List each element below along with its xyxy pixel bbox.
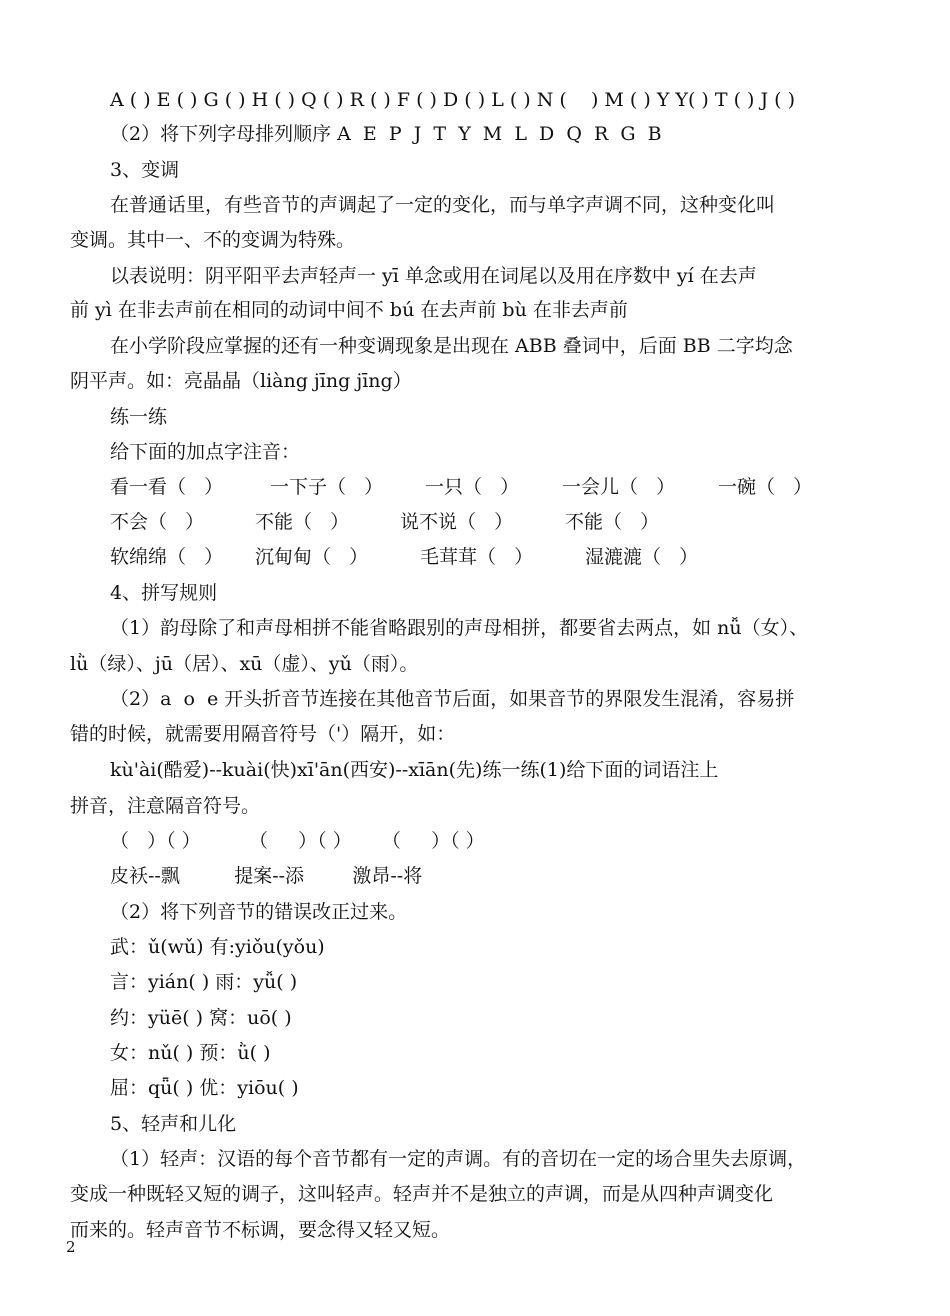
exercise-item: 不能（ ）: [255, 511, 350, 533]
correction-item: 武：ǔ(wǔ) 有:yiǒu(yǒu): [110, 936, 325, 958]
exercise-item: 一碗（ ）: [718, 476, 813, 498]
paragraph-line: （1）轻声：汉语的每个音节都有一定的声调。有的音切在一定的场合里失去原调，: [110, 1148, 807, 1170]
practice-heading: 练一练: [110, 406, 168, 428]
paragraph-line: 阴平声。如：亮晶晶（liàng jīng jīng）: [70, 370, 412, 392]
exercise-item: 一只（ ）: [425, 476, 520, 498]
paragraph-line: （2）a o e 开头折音节连接在其他音节后面，如果音节的界限发生混淆，容易拼: [110, 688, 795, 710]
letter-exercise-line: A ( ) E ( ) G ( ) H ( ) Q ( ) R ( ) F ( ) D ( ) L ( ) N ( ) M ( ) Y Y( ) T ( ) J ( ): [110, 89, 796, 111]
correction-item: 约：yüē( ) 窝：uō( ): [110, 1007, 292, 1029]
exercise-item: 软绵绵（ ）: [110, 546, 224, 568]
exercise-item: 毛茸茸（ ）: [420, 546, 534, 568]
paragraph-line: 以表说明：阴平阳平去声轻声一 yī 单念或用在词尾以及用在序数中 yí 在去声: [110, 265, 757, 287]
section-heading-qingsheng: 5、轻声和儿化: [110, 1113, 237, 1135]
paragraph-line: 而来的。轻声音节不标调，要念得又轻又短。: [70, 1219, 451, 1241]
exercise-item: 沉甸甸（ ）: [255, 546, 369, 568]
exercise-item: 一下子（ ）: [270, 476, 384, 498]
paragraph-line: 错的时候，就需要用隔音符号（'）隔开，如：: [70, 723, 456, 745]
paragraph-line: lǜ（绿）、jū（居）、xū（虚）、yǔ（雨）。: [70, 653, 419, 675]
paragraph-line: 在普通话里，有些音节的声调起了一定的变化，而与单字声调不同，这种变化叫: [110, 194, 776, 216]
paragraph-line: 变调。其中一、不的变调为特殊。: [70, 229, 356, 251]
correction-item: 言：yián( ) 雨：yǚ( ): [110, 971, 298, 993]
paragraph-line: kù'ài(酷爱)--kuài(快)xī'ān(西安)--xīān(先)练一练(1)给下面的词语注上: [110, 759, 719, 781]
correction-item: 女：nǔ( ) 预：ǜ( ): [110, 1042, 271, 1064]
paragraph-line: （1）韵母除了和声母相拼不能省略跟别的声母相拼，都要省去两点，如 nǚ（女）、: [110, 617, 809, 639]
exercise-item: 说不说（ ）: [400, 511, 514, 533]
section-heading-pinxie: 4、拼写规则: [110, 582, 218, 604]
blank-parentheses-line: （ ）（ ） （ ）（ ） （ ）（ ）: [110, 830, 485, 852]
exercise-item: 不会（ ）: [110, 511, 205, 533]
paragraph-line: 在小学阶段应掌握的还有一种变调现象是出现在 ABB 叠词中，后面 BB 二字均念: [110, 335, 793, 357]
letter-order-line: （2）将下列字母排列顺序 A E P J T Y M L D Q R G B: [110, 123, 662, 145]
exercise-item: 一会儿（ ）: [562, 476, 676, 498]
paragraph-line: 变成一种既轻又短的调子，这叫轻声。轻声并不是独立的声调，而是从四种声调变化: [70, 1183, 774, 1205]
exercise-item: 不能（ ）: [565, 511, 660, 533]
page-number: 2: [66, 1238, 76, 1256]
section-heading-biandiao: 3、变调: [110, 159, 180, 181]
paragraph-line: 前 yì 在非去声前在相同的动词中间不 bú 在去声前 bù 在非去声前: [70, 299, 628, 321]
correction-item: 屈：qǖ( ) 优：yiōu( ): [110, 1077, 299, 1099]
instruction-line: （2）将下列音节的错误改正过来。: [110, 901, 408, 923]
exercise-item: 看一看（ ）: [110, 476, 224, 498]
instruction-line: 给下面的加点字注音：: [110, 441, 301, 463]
exercise-item: 湿漉漉（ ）: [585, 546, 699, 568]
word-pairs-line: 皮袄--飘 提案--添 激昂--将: [110, 865, 423, 887]
paragraph-line: 拼音，注意隔音符号。: [70, 795, 261, 817]
